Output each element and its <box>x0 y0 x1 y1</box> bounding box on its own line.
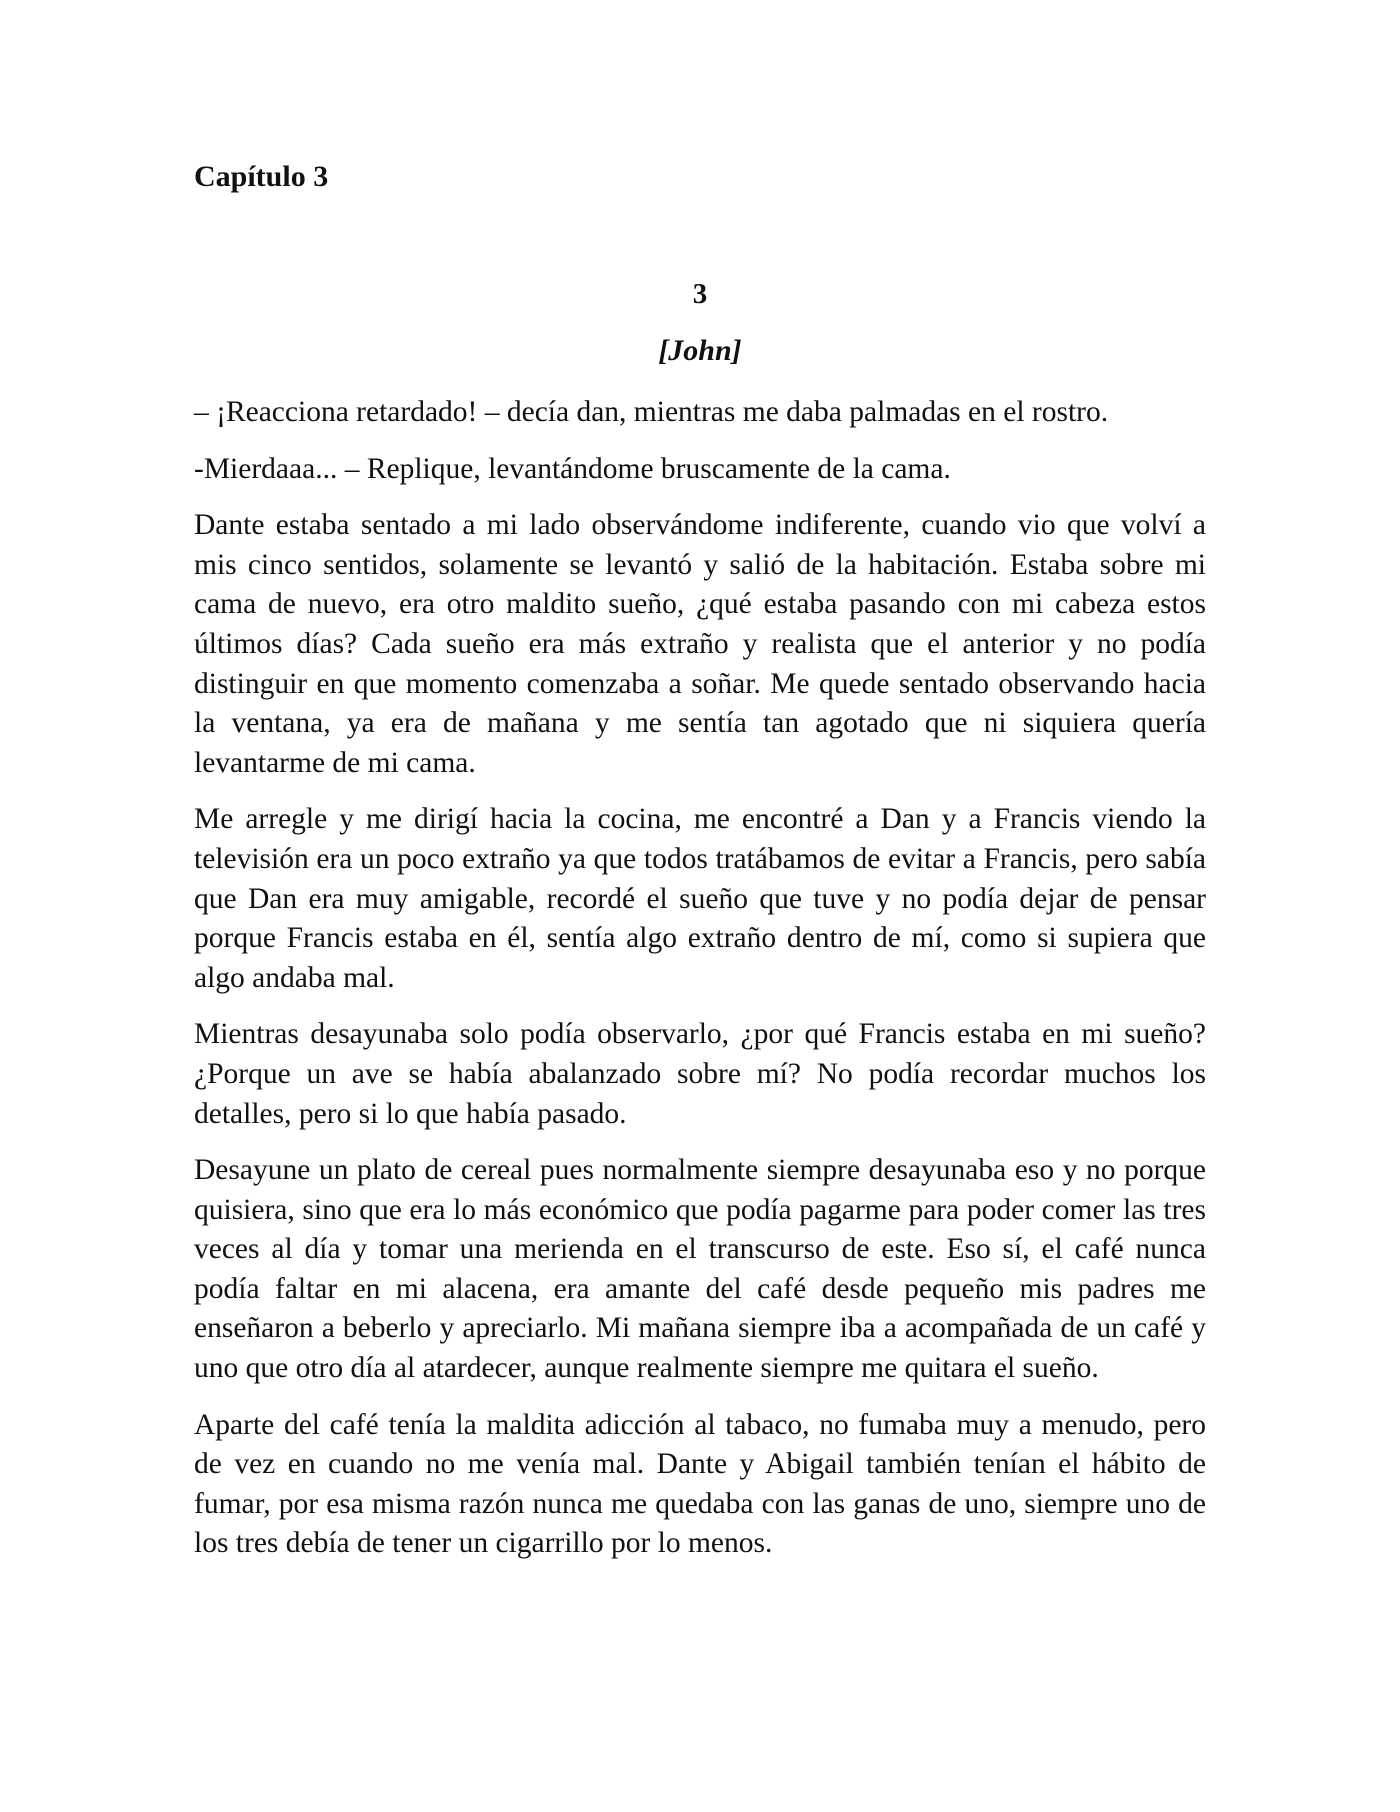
section-number: 3 <box>692 278 708 310</box>
chapter-title: Capítulo 3 <box>194 160 329 193</box>
paragraph: Me arregle y me dirigí hacia la cocina, me encontré a Dan y a Francis viendo la televisión era un poco extraño ya que todos tratábamos de evitar a Francis, pero sabía que Dan era muy amigable, recordé el sueño que tuve y no podía dejar de pensar porque Francis estaba en él, sentía algo extraño dentro de mí, como si supiera que algo andaba mal. <box>194 803 1206 994</box>
paragraph: Dante estaba sentado a mi lado observándome indiferente, cuando vio que volví a mis cinco sentidos, solamente se levantó y salió de la habitación. Estaba sobre mi cama de nuevo, era otro maldito sueño, ¿qué estaba pasando con mi cabeza estos últimos días? Cada sueño era más extraño y realista que el anterior y no podía distinguir en que momento comenzaba a soñar. Me quede sentado observando hacia la ventana, ya era de mañana y me sentía tan agotado que ni siquiera quería levantarme de mi cama. <box>194 509 1206 779</box>
paragraph: Desayune un plato de cereal pues normalmente siempre desayunaba eso y no porque quisiera, sino que era lo más económico que podía pagarme para poder comer las tres veces al día y tomar una merienda en el transcurso de este. Eso sí, el café nunca podía faltar en mi alacena, era amante del café desde pequeño mis padres me enseñaron a beberlo y apreciarlo. Mi mañana siempre iba a acompañada de un café y uno que otro día al atardecer, aunque realmente siempre me quitara el sueño. <box>194 1154 1206 1385</box>
section-pov-heading: [John] <box>658 334 742 367</box>
paragraph: Mientras desayunaba solo podía observarlo, ¿por qué Francis estaba en mi sueño? ¿Porque un ave se había abalanzado sobre mí? No podía recordar muchos los detalles, pero si lo que había pasado. <box>194 1018 1206 1130</box>
paragraph: Aparte del café tenía la maldita adicción al tabaco, no fumaba muy a menudo, pero de vez en cuando no me venía mal. Dante y Abigail también tenían el hábito de fumar, por esa misma razón nunca me quedaba con las ganas de uno, siempre uno de los tres debía de tener un cigarrillo por lo menos. <box>194 1408 1206 1560</box>
paragraph-dialogue-2: -Mierdaaa... – Replique, levantándome bruscamente de la cama. <box>194 452 951 485</box>
body-text <box>194 393 1206 1581</box>
paragraph-dialogue-1: – ¡Reacciona retardado! – decía dan, mientras me daba palmadas en el rostro. <box>194 396 1109 428</box>
